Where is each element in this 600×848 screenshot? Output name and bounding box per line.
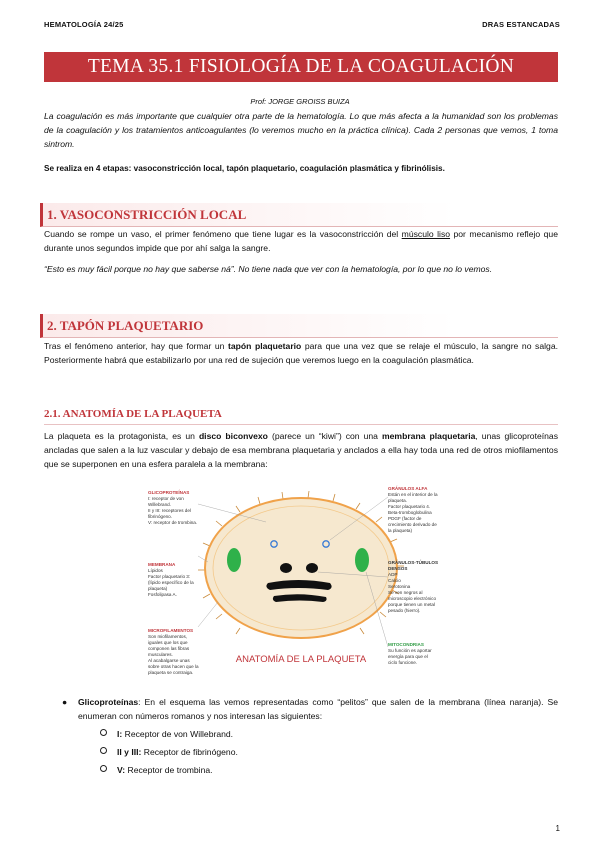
dense-granule-right [306, 563, 318, 573]
label-gluco-2: Willebrand. [148, 502, 171, 507]
label-alfa-3: Factor plaquetario 4. [388, 504, 431, 509]
label-alfa-7: la plaqueta) [388, 528, 413, 533]
label-memb-1: Factor plaquetario 3: [148, 574, 191, 579]
section-heading-1 [40, 203, 558, 227]
sub-item-2-value: Receptor de fibrinógeno. [141, 747, 238, 757]
label-dense-1: ADP [388, 572, 398, 577]
list-item [62, 696, 558, 724]
label-alfa-4: Beta-tromboglobulina [388, 510, 432, 515]
sub-item-3 [100, 764, 213, 778]
label-dense-6: porque tienen un metal [388, 602, 435, 607]
circle-bullet-icon [100, 729, 107, 736]
s2-paragraph [44, 340, 558, 368]
bullet-list [62, 696, 558, 724]
label-glicoproteinas-title: GLICOPROTEÍNAS [148, 490, 190, 495]
label-micro-5: Al acabalgarse unas [148, 658, 190, 663]
label-membrana-title: MEMBRANA [148, 562, 176, 567]
label-alfa-1: Están en el interior de la [388, 492, 438, 497]
label-alfa-2: plaqueta. [388, 498, 407, 503]
s1-p1-b: por mecanismo reflejo que durante unos segundos impide que por ahí salga la sangre. [44, 229, 558, 253]
label-gluco-1: I: receptor de von [148, 496, 184, 501]
label-granulos-alfa [388, 486, 450, 534]
subsection-heading-text: 2.1. ANATOMÍA DE LA PLAQUETA [44, 408, 222, 420]
label-dense-3: Serotonina [388, 584, 411, 589]
section-heading-1-text: 1. VASOCONSTRICCIÓN LOCAL [47, 207, 247, 222]
s2-p-c: para que una vez que se relaje el músculo, la sangre no salga. Posteriormente habrá que estabilizarlo por una red de sujeción que veremos luego en la coagulación plasmática. [44, 341, 558, 365]
label-dense-4: Se ven negros al [388, 590, 423, 595]
label-membrana [148, 562, 210, 598]
label-memb-3: plaqueta) [148, 586, 168, 591]
label-alfa-5: PDGF (factor de [388, 516, 422, 521]
label-memb-4: Fosfolipasa A. [148, 592, 177, 597]
s21-paragraph [44, 430, 558, 471]
label-micro-title: MICROFILAMENTOS [148, 628, 194, 633]
section-heading-2-text: 2. TAPÓN PLAQUETARIO [47, 318, 204, 333]
label-memb-sub: Lípidos [148, 568, 163, 573]
label-glicoproteinas [148, 490, 210, 526]
sub-item-1-key: I: [117, 729, 123, 739]
label-micro-3: componen las fibras [148, 646, 190, 651]
sub-item-2 [100, 746, 238, 760]
bullet-dot-icon: ● [62, 697, 68, 707]
dense-granule-left [280, 563, 292, 573]
subsection-heading [44, 406, 558, 425]
label-dense-7: pesado (hierro). [388, 608, 421, 613]
label-alfa-title: GRÁNULOS ALFA [388, 486, 428, 491]
s21-e: , unas glicoproteínas ancladas que salen a la luz vascular y debajo de esa membrana plaquetaria y anclados a ella hay toda una red de otros miofilamentos que se superponen en una esfera paralela a la membrana: [44, 431, 558, 469]
s2-p-a: Tras el fenómeno anterior, hay que formar un [44, 341, 229, 351]
label-microfilamentos [148, 628, 210, 676]
stages-paragraph: Se realiza en 4 etapas: vasoconstricción local, tapón plaquetario, coagulación plasmática y fibrinólisis. [44, 164, 445, 173]
label-gluco-3: II y III: receptores del [148, 508, 191, 513]
circle-bullet-icon [100, 765, 107, 772]
label-micro-2: iguales que los que [148, 640, 188, 645]
label-dense-2: Calcio [388, 578, 401, 583]
label-mito-2: energía para que el [388, 654, 428, 659]
label-mitocondrias [388, 642, 450, 666]
sub-item-3-value: Receptor de trombina. [125, 765, 213, 775]
label-gluco-5: V: receptor de trombina. [148, 520, 198, 525]
sub-item-3-key: V: [117, 765, 126, 775]
section-heading-2 [40, 314, 558, 338]
s1-paragraph-1 [44, 228, 558, 256]
label-dense-title: GRÁNULOS-TÚBULOS [388, 560, 439, 565]
sub-item-1-value: Receptor de von Willebrand. [122, 729, 234, 739]
label-micro-6: sobre otras hacen que la [148, 664, 199, 669]
label-memb-2: (lípido específico de la [148, 580, 194, 585]
label-mito-title: MITOCONDRIAS [388, 642, 424, 647]
circle-bullet-icon [100, 747, 107, 754]
running-header-left: HEMATOLOGÍA 24/25 [44, 20, 124, 29]
page-title: TEMA 35.1 FISIOLOGÍA DE LA COAGULACIÓN [44, 52, 558, 82]
mitochondria-left [227, 548, 241, 572]
label-gluco-4: fibrinógeno. [148, 514, 173, 519]
label-mito-1: Su función es aportar [388, 648, 432, 653]
s1-p1-underlined: músculo liso [401, 229, 451, 239]
platelet-anatomy-figure [148, 482, 448, 682]
label-micro-1: Son miofilamentos, [148, 634, 188, 639]
intro-paragraph: La coagulación es más importante que cualquier otra parte de la hematología. Lo que más afecta a la humanidad son los problemas de la coagulación y los tratamientos anticoagulantes (lo veremos mucho en la práctica clínica). Cada 2 personas que vemos, 1 toma sintrom. [44, 111, 558, 149]
s21-a: La plaqueta es la protagonista, es un [44, 431, 199, 441]
figure-title: ANATOMÍA DE LA PLAQUETA [235, 654, 367, 665]
bullet-bold: Glicoproteínas [78, 697, 139, 707]
mitochondria-right [355, 548, 369, 572]
label-dense-title2: DENSOS [388, 566, 408, 571]
label-mito-3: ciclo funcione. [388, 660, 418, 665]
label-micro-7: plaqueta se contraiga. [148, 670, 194, 675]
label-granulos-densos [388, 560, 450, 614]
label-alfa-6: crecimiento derivado de [388, 522, 437, 527]
sub-item-1 [100, 728, 233, 742]
s2-p-bold: tapón plaquetario [228, 341, 302, 351]
professor-line: Prof: JORGE GROISS BUIZA [250, 97, 350, 106]
label-dense-5: microscopio electrónico [388, 596, 436, 601]
s1-paragraph-2: “Esto es muy fácil porque no hay que saberse ná”. No tiene nada que ver con la hematología, por lo que no lo vemos. [44, 264, 493, 274]
bullet-text: : En el esquema las vemos representadas como “pelitos” que salen de la membrana (línea naranja). Se enumeran con números romanos y nos interesan las siguientes: [78, 697, 558, 721]
label-micro-4: musculares. [148, 652, 173, 657]
s21-bold-1: disco biconvexo [198, 431, 268, 441]
s21-bold-2: membrana plaquetaria [382, 431, 476, 441]
s1-p1-a: Cuando se rompe un vaso, el primer fenómeno que tiene lugar es la vasoconstricción del [44, 229, 402, 239]
page-number: 1 [555, 824, 560, 833]
s21-c: (parece un “kiwi”) con una [267, 431, 383, 441]
running-header-right: DRAS ESTANCADAS [482, 20, 560, 29]
sub-item-2-key: II y III: [117, 747, 142, 757]
